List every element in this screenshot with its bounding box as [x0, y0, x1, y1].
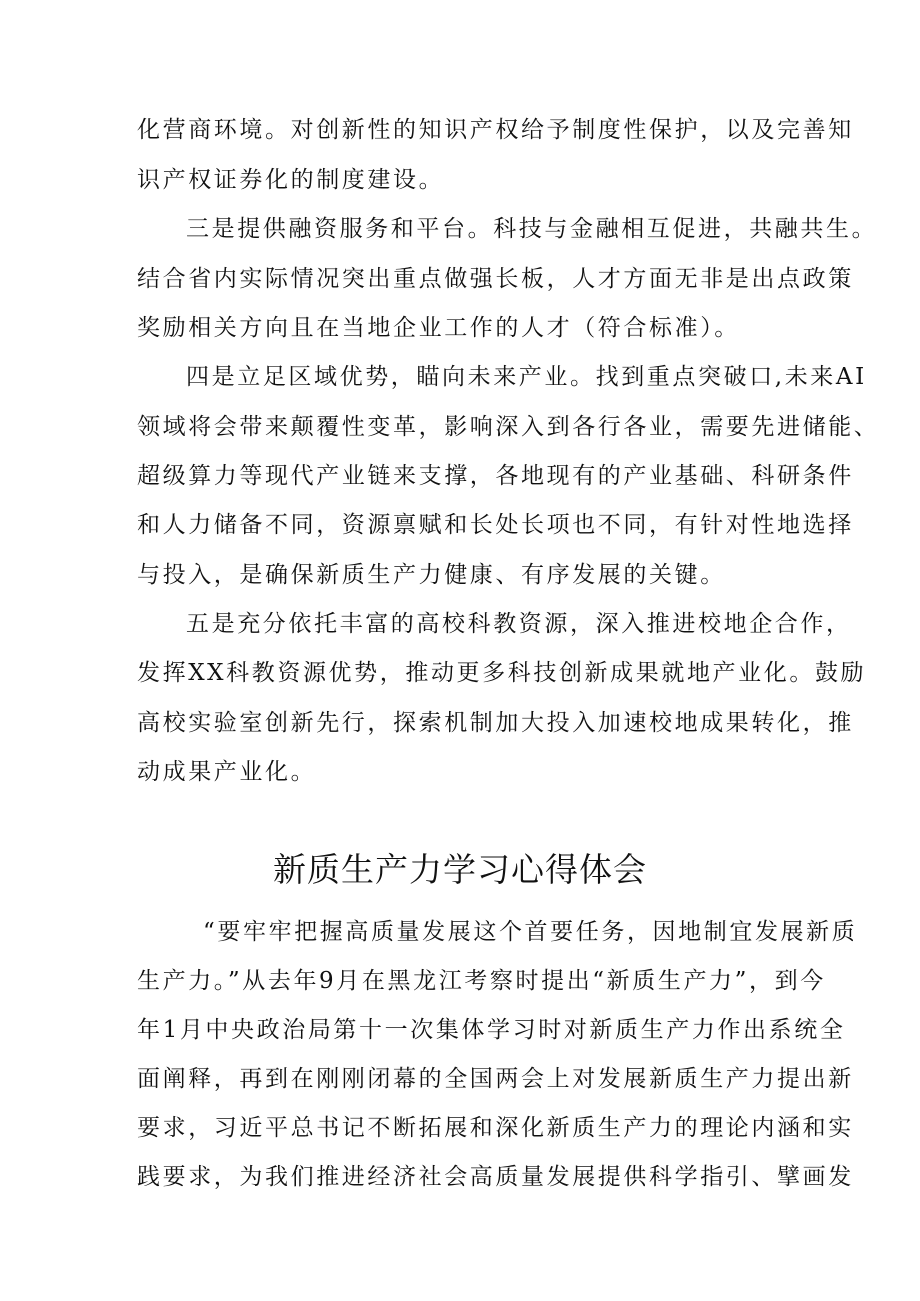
body-text-line: 超级算力等现代产业链来支撑，各地现有的产业基础、科研条件 [137, 463, 854, 489]
body-text-line: 结合省内实际情况突出重点做强长板，人才方面无非是出点政策 [137, 266, 854, 292]
body-text-line: 奖励相关方向且在当地企业工作的人才（符合标准）。 [137, 315, 740, 341]
body-text-line: 践要求，为我们推进经济社会高质量发展提供科学指引、擘画发 [137, 1164, 854, 1190]
body-text-line: 面阐释，再到在刚刚闭幕的全国两会上对发展新质生产力提出新 [137, 1066, 854, 1092]
body-text-line: 年1月中央政治局第十一次集体学习时对新质生产力作出系统全 [137, 1017, 846, 1043]
article-title: 新质生产力学习心得体会 [273, 850, 647, 889]
body-text-line: 生产力。”从去年9月在黑龙江考察时提出“新质生产力”，到今 [137, 968, 826, 994]
body-text-line: 高校实验室创新先行，探索机制加大投入加速校地成果转化，推 [137, 710, 854, 736]
body-text-line: 领域将会带来颠覆性变革，影响深入到各行各业，需要先进储能、 [137, 414, 880, 440]
body-text-line: 要求，习近平总书记不断拓展和深化新质生产力的理论内涵和实 [137, 1115, 854, 1141]
paragraph-four-first-line: 四是立足区域优势，瞄向未来产业。找到重点突破口,未来AI [186, 364, 867, 390]
paragraph-three-first-line: 三是提供融资服务和平台。科技与金融相互促进，共融共生。 [186, 216, 878, 242]
paragraph-five-first-line: 五是充分依托丰富的高校科教资源，深入推进校地企合作， [186, 611, 852, 637]
body-text-line: 与投入，是确保新质生产力健康、有序发展的关键。 [137, 562, 726, 588]
body-text-line: 识产权证券化的制度建设。 [137, 167, 445, 193]
body-text-line: 化营商环境。对创新性的知识产权给予制度性保护，以及完善知 [137, 117, 854, 143]
article-first-line: “要牢牢把握高质量发展这个首要任务，因地制宜发展新质 [203, 919, 858, 945]
body-text-line: 发挥XX科教资源优势，推动更多科技创新成果就地产业化。鼓励 [137, 660, 867, 686]
body-text-line: 动成果产业化。 [137, 759, 317, 785]
body-text-line: 和人力储备不同，资源禀赋和长处长项也不同，有针对性地选择 [137, 512, 854, 538]
